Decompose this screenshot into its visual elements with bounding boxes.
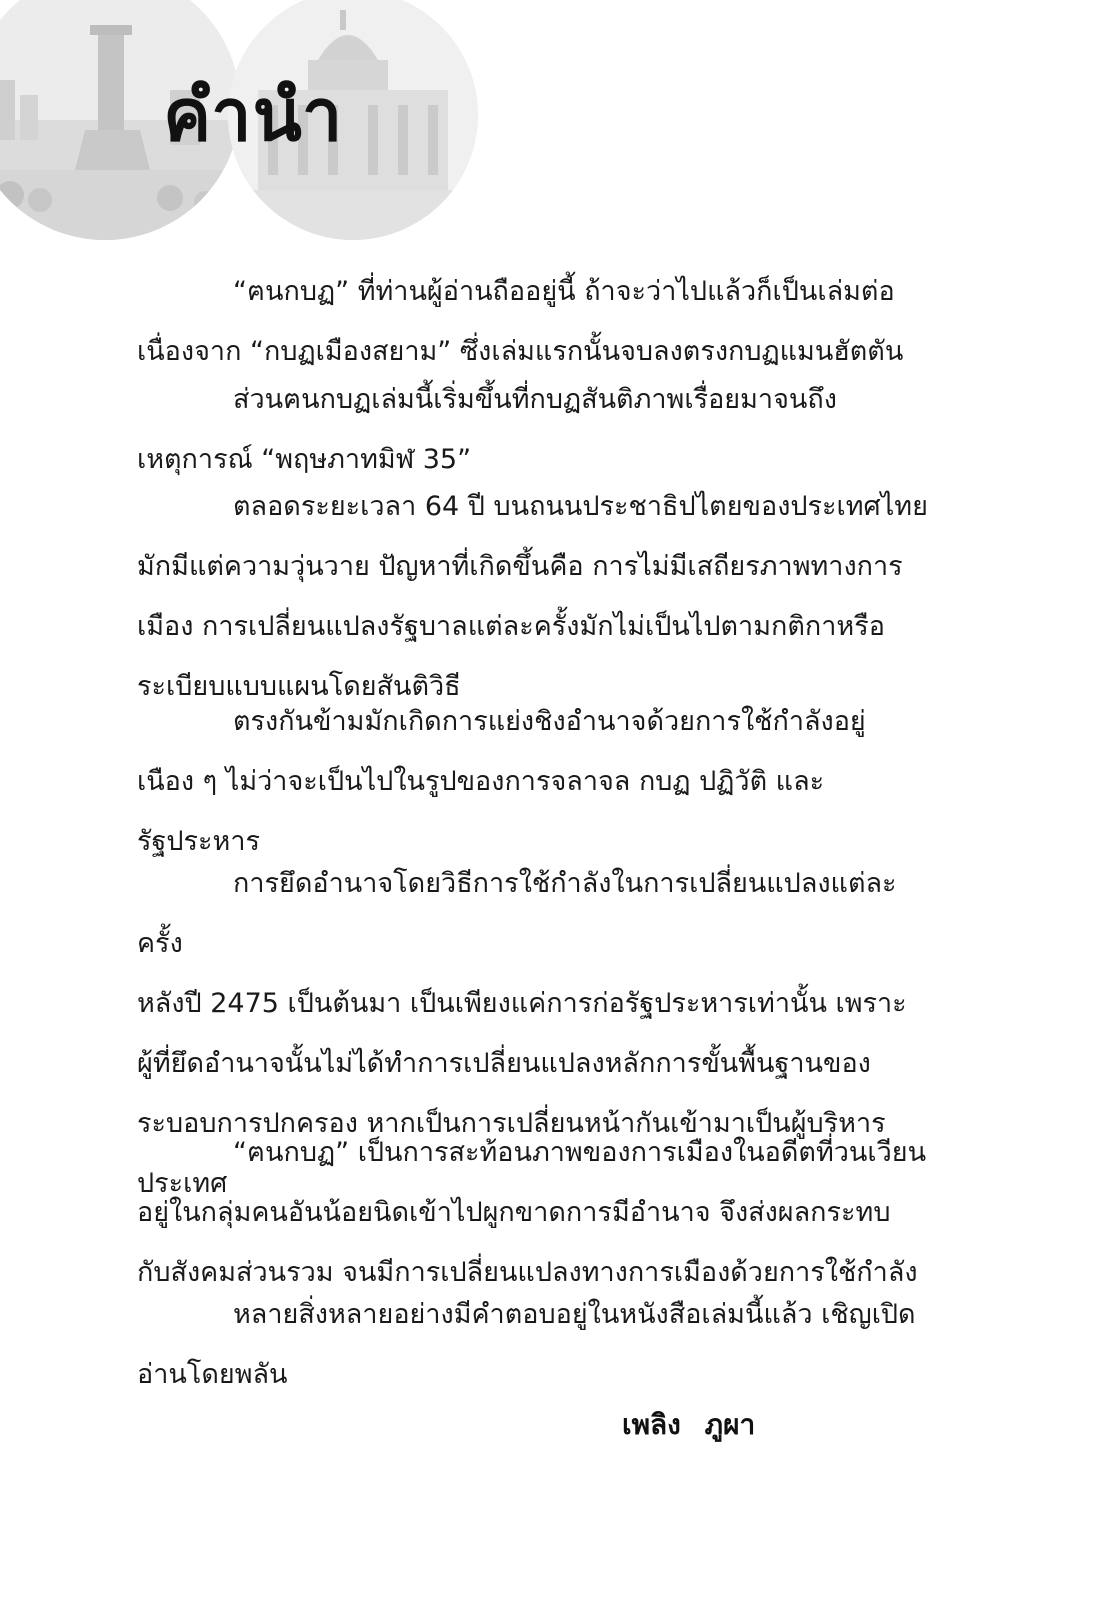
paragraph-line: ประเทศ — [137, 1168, 228, 1199]
paragraph-line: การยึดอำนาจโดยวิธีการใช้กำลังในการเปลี่ยนแปลงแต่ละครั้ง — [137, 868, 897, 959]
paragraph-4 — [137, 692, 937, 872]
paragraph-line: ส่วนฅนกบฏเล่มนี้เริ่มขึ้นที่กบฏสันติภาพเรื่อยมาจนถึง — [233, 384, 837, 415]
paragraph-line: อ่านโดยพลัน — [137, 1359, 288, 1390]
paragraph-6 — [137, 1123, 937, 1303]
paragraph-7 — [137, 1285, 937, 1405]
paragraph-line: “ฅนกบฏ” ที่ท่านผู้อ่านถืออยู่นี้ ถ้าจะว่าไปแล้วก็เป็นเล่มต่อ — [233, 276, 895, 307]
paragraph-line: ระบอบการปกครอง หากเป็นการเปลี่ยนหน้ากันเข้ามาเป็นผู้บริหาร — [137, 1108, 886, 1139]
paragraph-line: รัฐประหาร — [137, 826, 261, 857]
page-title: คำนำ — [163, 72, 344, 157]
paragraph-line: ระเบียบแบบแผนโดยสันติวิธี — [137, 671, 461, 702]
paragraph-3 — [137, 477, 937, 717]
paragraph-line: หลายสิ่งหลายอย่างมีคำตอบอยู่ในหนังสือเล่มนี้แล้ว เชิญเปิด — [233, 1299, 916, 1330]
paragraph-line: มักมีแต่ความวุ่นวาย ปัญหาที่เกิดขึ้นคือ การไม่มีเสถียรภาพทางการ — [137, 551, 903, 582]
paragraph-line: เนื่องจาก “กบฏเมืองสยาม” ซึ่งเล่มแรกนั้นจบลงตรงกบฏแมนฮัตตัน — [137, 336, 904, 367]
paragraph-line: เหตุการณ์ “พฤษภาทมิฬ 35” — [137, 444, 472, 475]
paragraph-line: “ฅนกบฏ” เป็นการสะท้อนภาพของการเมืองในอดีตที่วนเวียน — [233, 1137, 927, 1168]
paragraph-line: กับสังคมส่วนรวม จนมีการเปลี่ยนแปลงทางการเมืองด้วยการใช้กำลัง — [137, 1257, 918, 1288]
paragraph-line: เนือง ๆ ไม่ว่าจะเป็นไปในรูปของการจลาจล กบฏ ปฏิวัติ และ — [137, 766, 825, 797]
paragraph-line: อยู่ในกลุ่มคนอันน้อยนิดเข้าไปผูกขาดการมีอำนาจ จึงส่งผลกระทบ — [137, 1197, 891, 1228]
paragraph-line: ผู้ที่ยึดอำนาจนั้นไม่ได้ทำการเปลี่ยนแปลงหลักการขั้นพื้นฐานของ — [137, 1048, 871, 1079]
author-signature: เพลิง ภูผา — [622, 1408, 756, 1441]
paragraph-1 — [137, 262, 937, 382]
paragraph-2 — [137, 370, 937, 490]
paragraph-line: ตรงกันข้ามมักเกิดการแย่งชิงอำนาจด้วยการใช้กำลังอยู่ — [233, 706, 866, 737]
paragraph-line: หลังปี 2475 เป็นต้นมา เป็นเพียงแค่การก่อรัฐประหารเท่านั้น เพราะ — [137, 988, 907, 1019]
paragraph-line: เมือง การเปลี่ยนแปลงรัฐบาลแต่ละครั้งมักไม่เป็นไปตามกติกาหรือ — [137, 611, 885, 642]
paragraph-line: ตลอดระยะเวลา 64 ปี บนถนนประชาธิปไตยของประเทศไทย — [233, 491, 928, 522]
